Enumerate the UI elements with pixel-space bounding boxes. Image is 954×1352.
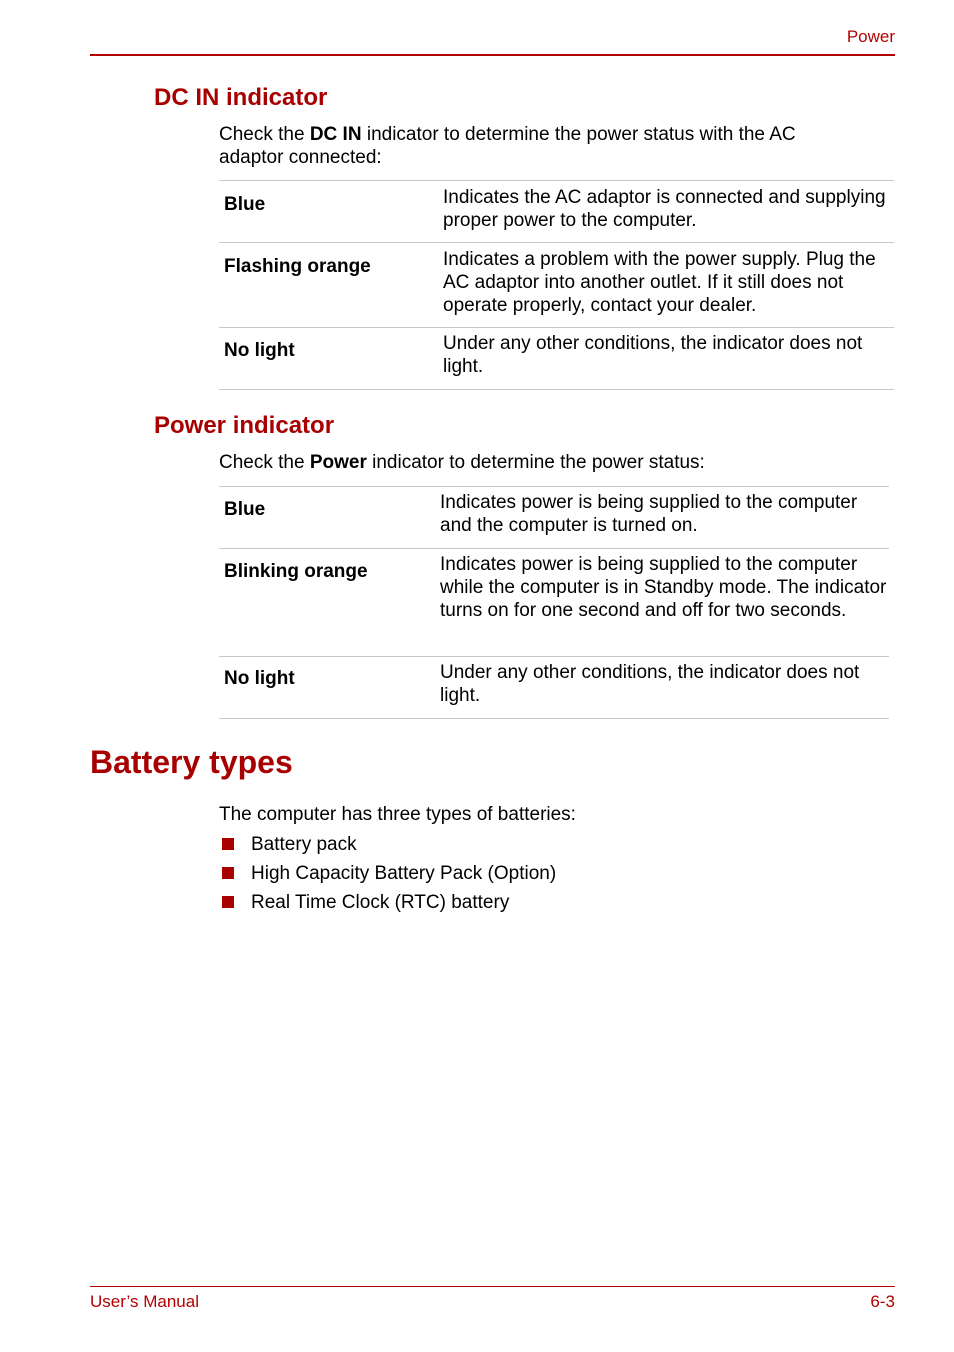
state-label: Blinking orange [224,561,368,582]
table-row [219,328,894,390]
state-label: No light [224,340,295,361]
state-description: Under any other conditions, the indicator does not light. [443,333,863,377]
square-bullet-icon [222,896,234,908]
list-item: Real Time Clock (RTC) battery [219,890,556,919]
table-row [219,487,889,549]
state-label: Blue [224,194,266,215]
list-item: High Capacity Battery Pack (Option) [219,861,556,890]
state-label: Blue [224,499,266,520]
state-description: Indicates power is being supplied to the computer while the computer is in Standby mode. The indicator turns on for one second and off for two seconds. [440,554,887,621]
power-heading: Power indicator [154,412,335,439]
battery-heading: Battery types [90,744,293,780]
state-label: Flashing orange [224,256,371,277]
table-row [219,657,889,719]
power-table [219,486,889,719]
header-rule [90,54,895,56]
list-item: Battery pack [219,832,556,861]
state-label: No light [224,668,295,689]
square-bullet-icon [222,867,234,879]
square-bullet-icon [222,838,234,850]
page-number: 6-3 [870,1292,895,1311]
table-row [219,549,889,657]
footer-rule [90,1286,895,1287]
battery-list [219,832,556,919]
power-intro: Check the Power indicator to determine the power status: [219,452,705,473]
table-row [219,181,894,243]
dcin-table [219,180,894,390]
dcin-heading: DC IN indicator [154,84,328,111]
table-row [219,243,894,328]
state-description: Indicates the AC adaptor is connected and supplying proper power to the computer. [443,187,886,231]
state-description: Under any other conditions, the indicator does not light. [440,662,860,706]
footer-title: User’s Manual [90,1292,199,1311]
battery-intro: The computer has three types of batteries: [219,804,576,825]
state-description: Indicates power is being supplied to the computer and the computer is turned on. [440,492,858,536]
state-description: Indicates a problem with the power supply. Plug the AC adaptor into another outlet. If it still does not operate properly, contact your dealer. [443,249,876,316]
dcin-intro: Check the DC IN indicator to determine the power status with the AC adaptor connected: [219,124,796,168]
running-head: Power [846,27,895,46]
